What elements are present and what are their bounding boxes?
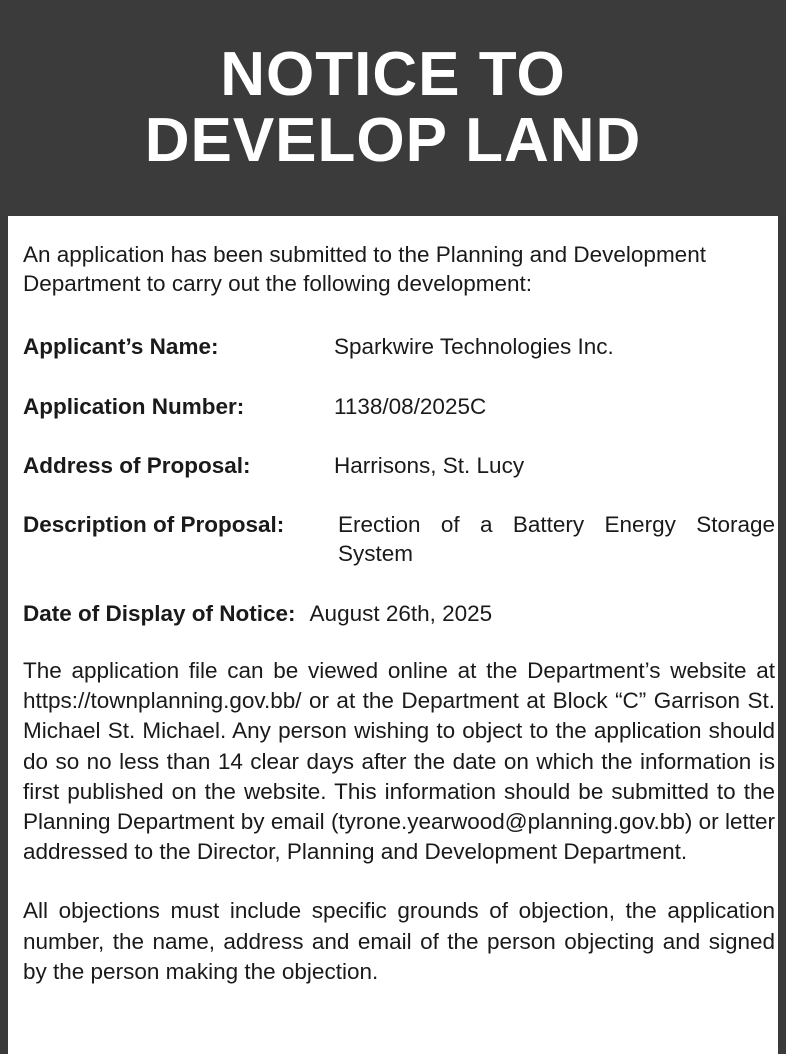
viewing-instructions-paragraph: The application file can be viewed online at the Department’s website at https://townplanning.gov.bb/ or at the Department at Block “C” Garrison St. Michael St. Michael. Any person wishing to object to the application should do so no less than 14 clear days after the date on which the information is first published on the website. This information should be submitted to the Planning Department by email (tyrone.yearwood@planning.gov.bb) or letter addressed to the Director, Planning and Development Department.: [23, 658, 775, 865]
address-label: Address of Proposal:: [23, 453, 251, 478]
notice-title-line-1: NOTICE TO: [220, 40, 566, 109]
notice-body: [23, 240, 775, 987]
notice-header: [0, 0, 786, 216]
address-row: [23, 451, 775, 480]
application-number-value: 1138/08/2025C: [334, 394, 487, 419]
application-number-row: [23, 392, 775, 421]
display-date-label: Date of Display of Notice:: [23, 601, 296, 626]
address-value: Harrisons, St. Lucy: [334, 453, 525, 478]
applicant-name-value: Sparkwire Technologies Inc.: [334, 334, 614, 359]
description-row: [23, 510, 775, 568]
description-label: Description of Proposal:: [23, 512, 285, 537]
applicant-name-row: [23, 332, 775, 361]
applicant-name-label: Applicant’s Name:: [23, 334, 219, 359]
application-number-label: Application Number:: [23, 394, 245, 419]
display-date-value: August 26th, 2025: [309, 601, 493, 626]
display-date-row: [23, 599, 775, 628]
notice-title-line-2: DEVELOP LAND: [144, 106, 642, 175]
description-value: Erection of a Battery Energy Storage System: [338, 512, 775, 566]
objection-requirements-paragraph: All objections must include specific grounds of objection, the application number, the name, address and email of the person objecting and signed by the person making the objection.: [23, 898, 775, 984]
intro-paragraph: An application has been submitted to the Planning and Development Department to carry out the following development:: [23, 242, 706, 296]
